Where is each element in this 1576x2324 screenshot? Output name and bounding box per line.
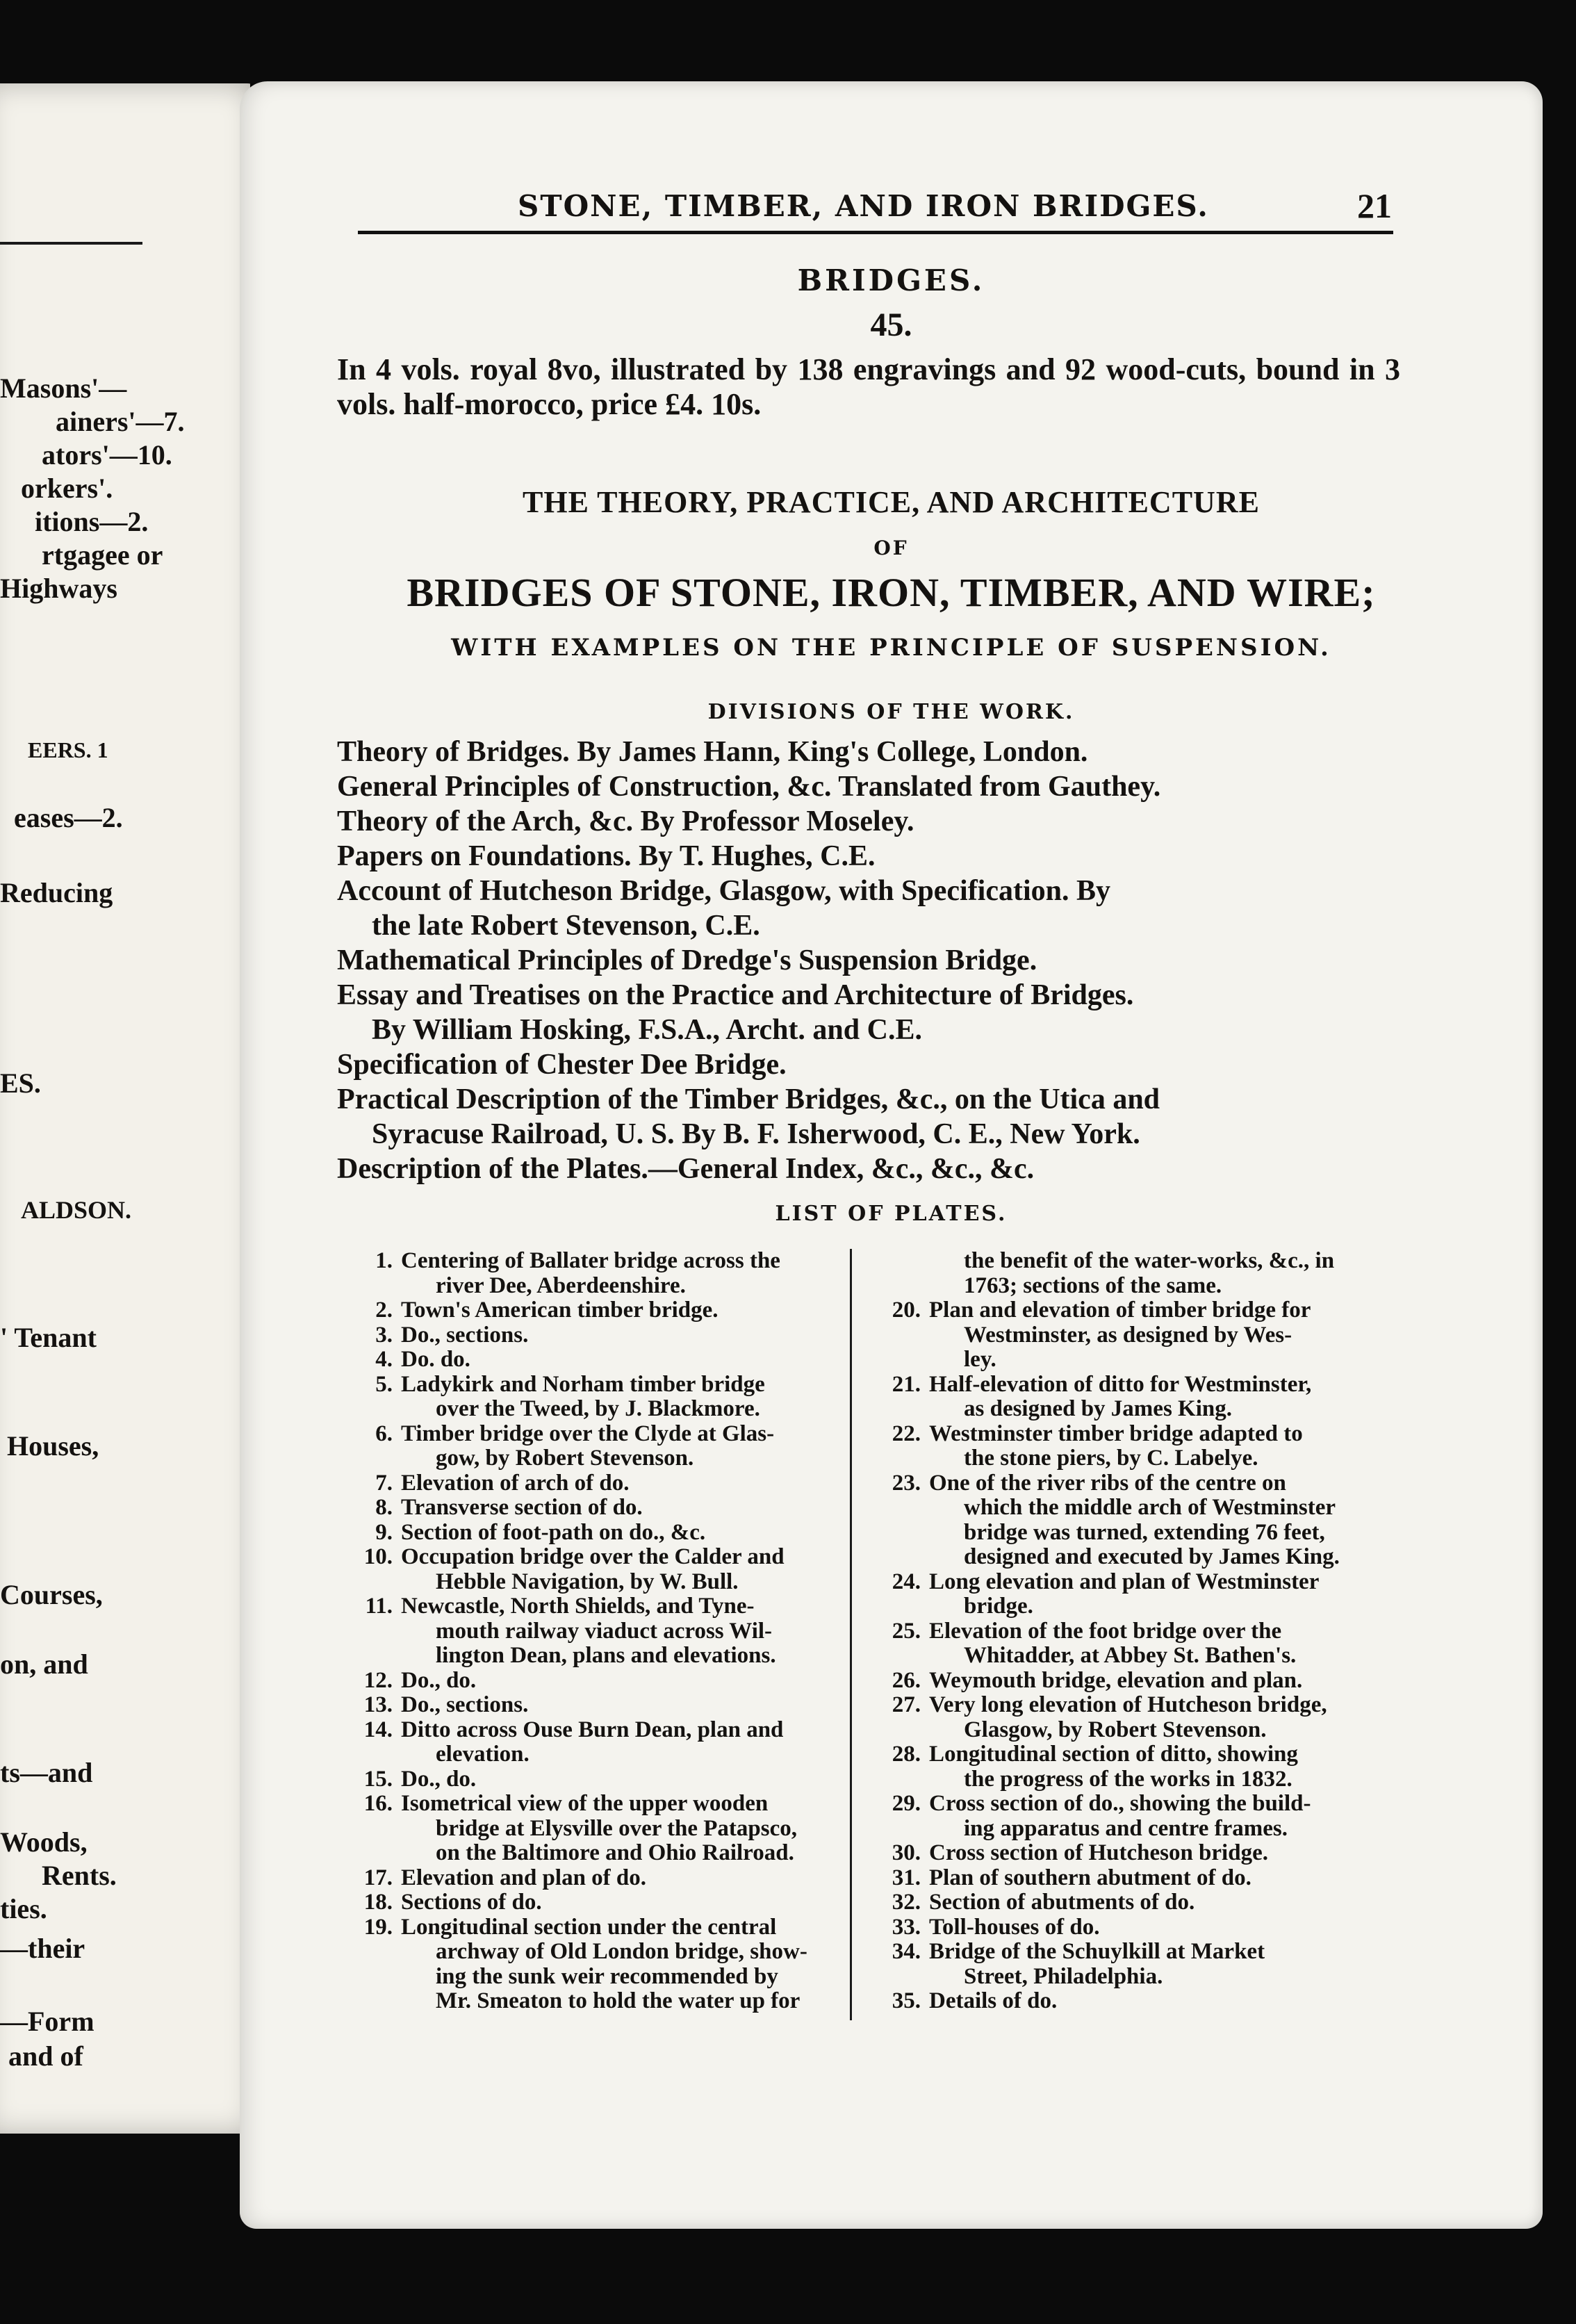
plate-item — [872, 1669, 1428, 1694]
left-fragment-text: Woods, — [0, 1826, 88, 1858]
plate-item — [344, 1249, 841, 1274]
plate-text: Westminster timber bridge adapted to — [929, 1421, 1303, 1446]
plate-text: Do., sections. — [401, 1692, 529, 1717]
column-rule — [850, 1249, 852, 2020]
plate-item-continued — [344, 1841, 841, 1866]
division-item-continued: By William Hosking, F.S.A., Archt. and C.E. — [372, 1014, 922, 1046]
plate-text: Mr. Smeaton to hold the water up for — [436, 1988, 801, 2013]
plate-text: Transverse section of do. — [401, 1495, 643, 1520]
plate-item — [872, 1742, 1428, 1767]
plate-item-continued — [872, 1249, 1428, 1274]
plate-text: bridge was turned, extending 76 feet, — [964, 1519, 1325, 1545]
plate-item — [872, 1866, 1428, 1891]
plate-text: Glasgow, by Robert Stevenson. — [964, 1717, 1267, 1742]
plate-number — [872, 1348, 929, 1373]
plate-item — [344, 1669, 841, 1694]
plate-item — [872, 1373, 1428, 1398]
left-fragment — [28, 733, 268, 767]
left-fragment — [42, 439, 268, 472]
left-fragment-text: ties. — [0, 1893, 47, 1924]
plate-text: elevation. — [436, 1742, 530, 1767]
left-fragment-text: itions—2. — [35, 506, 149, 537]
divisions-list — [337, 735, 1421, 1186]
plate-text: Sections of do. — [401, 1890, 542, 1915]
plate-number — [872, 1323, 929, 1348]
plate-item-continued — [872, 1594, 1428, 1619]
left-page — [0, 83, 268, 2134]
plate-text: Section of foot-path on do., &c. — [401, 1519, 706, 1545]
left-fragment-text: Reducing — [0, 877, 113, 908]
left-fragment-text: Highways — [0, 573, 117, 604]
plate-item-continued — [344, 1817, 841, 1842]
division-item: Account of Hutcheson Bridge, Glasgow, with Specification. By — [337, 875, 1111, 907]
plate-item-continued — [872, 1644, 1428, 1669]
plate-item-continued — [872, 1817, 1428, 1842]
plate-number: 18. — [363, 1890, 393, 1915]
plate-item — [344, 1373, 841, 1398]
plate-number — [344, 1965, 401, 1990]
plate-item-continued — [872, 1496, 1428, 1521]
left-fragment-text: Masons'— — [0, 373, 127, 404]
left-fragment — [35, 505, 268, 539]
left-fragment-text: and of — [8, 2040, 83, 2072]
plate-text: as designed by James King. — [964, 1396, 1232, 1421]
left-fragment — [0, 572, 268, 605]
plate-item — [872, 1940, 1428, 1965]
division-item: General Principles of Construction, &c. Translated from Gauthey. — [337, 771, 1161, 803]
plate-item — [872, 1989, 1428, 2014]
plate-item — [344, 1323, 841, 1348]
plate-number — [872, 1965, 929, 1990]
plate-number — [344, 1644, 401, 1669]
division-item: Theory of the Arch, &c. By Professor Moseley. — [337, 805, 914, 837]
plate-item-continued — [344, 1274, 841, 1299]
left-fragment-text: ALDSON. — [21, 1196, 132, 1224]
plate-text: Half-elevation of ditto for Westminster, — [929, 1371, 1312, 1397]
plate-number: 2. — [375, 1298, 393, 1323]
plate-text: Isometrical view of the upper wooden — [401, 1791, 769, 1816]
plate-number — [344, 1397, 401, 1422]
left-fragment — [21, 472, 268, 505]
plate-item — [344, 1767, 841, 1792]
plate-number: 13. — [363, 1692, 393, 1717]
plate-text: Longitudinal section of ditto, showing — [929, 1742, 1298, 1767]
left-fragment — [0, 1756, 268, 1790]
plate-number: 8. — [375, 1495, 393, 1520]
left-fragment-text: on, and — [0, 1648, 88, 1680]
plate-item — [344, 1496, 841, 1521]
plate-number: 25. — [892, 1618, 921, 1644]
plate-item-continued — [872, 1767, 1428, 1792]
plate-number — [872, 1767, 929, 1792]
division-item-continued: the late Robert Stevenson, C.E. — [372, 910, 760, 942]
plate-text: Newcastle, North Shields, and Tyne- — [401, 1594, 755, 1619]
plate-text: Longitudinal section under the central — [401, 1914, 777, 1940]
left-fragment-text: —Form — [0, 2006, 95, 2037]
division-item: Mathematical Principles of Dredge's Suspension Bridge. — [337, 944, 1037, 976]
plate-number: 5. — [375, 1371, 393, 1397]
plate-item — [872, 1570, 1428, 1595]
plate-number — [872, 1496, 929, 1521]
plate-number: 22. — [892, 1421, 921, 1446]
plate-text: over the Tweed, by J. Blackmore. — [436, 1396, 760, 1421]
plate-text: bridge at Elysville over the Patapsco, — [436, 1815, 798, 1841]
left-fragment — [0, 2005, 268, 2038]
plate-text: Town's American timber bridge. — [401, 1298, 719, 1323]
plates-column-1 — [344, 1249, 841, 2014]
plate-item — [344, 1792, 841, 1817]
left-fragment-text: eases—2. — [14, 802, 123, 833]
division-item: Essay and Treatises on the Practice and Architecture of Bridges. — [337, 979, 1134, 1011]
plate-text: lington Dean, plans and elevations. — [436, 1643, 776, 1668]
right-page — [240, 81, 1543, 2229]
plate-number — [344, 1274, 401, 1299]
plate-text: ing apparatus and centre frames. — [964, 1815, 1288, 1841]
left-fragment — [0, 372, 268, 405]
left-fragment-text: Rents. — [42, 1860, 117, 1891]
plate-text: the progress of the works in 1832. — [964, 1766, 1292, 1792]
plate-text: Elevation of the foot bridge over the — [929, 1618, 1282, 1644]
plate-text: Ditto across Ouse Burn Dean, plan and — [401, 1717, 784, 1742]
plate-item-continued — [872, 1397, 1428, 1422]
plate-number: 31. — [892, 1865, 921, 1890]
plate-number — [344, 1940, 401, 1965]
plate-text: One of the river ribs of the centre on — [929, 1470, 1286, 1496]
plate-number: 20. — [892, 1298, 921, 1323]
plate-item — [872, 1792, 1428, 1817]
plate-number — [872, 1249, 929, 1274]
plate-number: 27. — [892, 1692, 921, 1717]
division-item: Papers on Foundations. By T. Hughes, C.E. — [337, 840, 876, 872]
plate-number — [872, 1644, 929, 1669]
division-item: Specification of Chester Dee Bridge. — [337, 1049, 787, 1081]
book-description: In 4 vols. royal 8vo, illustrated by 138 engravings and 92 wood-cuts, bound in 3 vols. half-morocco, price £4. 10s. — [337, 352, 1400, 421]
plate-item — [872, 1841, 1428, 1866]
plate-number: 11. — [365, 1594, 393, 1619]
plate-text: Occupation bridge over the Calder and — [401, 1544, 785, 1569]
plate-text: mouth railway viaduct across Wil- — [436, 1618, 773, 1644]
plate-text: Elevation of arch of do. — [401, 1470, 630, 1496]
plate-item — [872, 1890, 1428, 1915]
plate-number — [344, 1817, 401, 1842]
plate-item — [872, 1422, 1428, 1447]
left-fragment-text: Houses, — [7, 1430, 99, 1462]
plate-text: bridge. — [964, 1594, 1033, 1619]
division-item: Practical Description of the Timber Bridges, &c., on the Utica and — [337, 1083, 1160, 1115]
plate-number: 34. — [892, 1939, 921, 1964]
plate-item-continued — [344, 1446, 841, 1471]
division-item: Theory of Bridges. By James Hann, King's College, London. — [337, 736, 1088, 768]
plate-text: Do., do. — [401, 1766, 477, 1792]
header-rule — [358, 231, 1393, 234]
plate-number: 32. — [892, 1890, 921, 1915]
plate-item-continued — [344, 1570, 841, 1595]
plate-text: Bridge of the Schuylkill at Market — [929, 1939, 1265, 1964]
plate-number — [872, 1521, 929, 1546]
plate-text: which the middle arch of Westminster — [964, 1495, 1336, 1520]
plate-number — [344, 1841, 401, 1866]
plate-number: 9. — [375, 1519, 393, 1545]
plate-text: Westminster, as designed by Wes- — [964, 1322, 1292, 1348]
plate-item-continued — [872, 1718, 1428, 1743]
plate-number: 33. — [892, 1914, 921, 1940]
running-head: STONE, TIMBER, AND IRON BRIDGES. — [518, 189, 1209, 223]
title-line-2: BRIDGES OF STONE, IRON, TIMBER, AND WIRE; — [407, 570, 1376, 615]
section-title: BRIDGES. — [797, 263, 985, 297]
title-line-3: WITH EXAMPLES ON THE PRINCIPLE OF SUSPENSION. — [451, 634, 1331, 662]
plate-text: Plan and elevation of timber bridge for — [929, 1298, 1311, 1323]
plate-number: 26. — [892, 1667, 921, 1693]
plate-item — [344, 1915, 841, 1940]
plate-item — [344, 1693, 841, 1718]
plate-item — [344, 1348, 841, 1373]
plate-number: 17. — [363, 1865, 393, 1890]
left-fragment — [0, 1932, 268, 1965]
plate-text: Street, Philadelphia. — [964, 1963, 1163, 1989]
plate-number — [344, 1446, 401, 1471]
plate-item-continued — [344, 1619, 841, 1644]
plate-item — [344, 1545, 841, 1570]
left-fragment — [0, 1648, 268, 1681]
plate-number — [872, 1594, 929, 1619]
left-fragment-text: —their — [0, 1933, 85, 1964]
plate-number: 21. — [892, 1371, 921, 1397]
left-fragment — [0, 1321, 268, 1355]
plate-text: Very long elevation of Hutcheson bridge, — [929, 1692, 1327, 1717]
plate-number: 29. — [892, 1791, 921, 1816]
plate-text: Do. do. — [401, 1347, 470, 1372]
plate-text: Elevation and plan of do. — [401, 1865, 647, 1890]
left-fragment — [56, 405, 268, 439]
left-fragment — [0, 1826, 268, 1859]
division-item: Description of the Plates.—General Index, &c., &c., &c. — [337, 1153, 1035, 1185]
title-of: OF — [873, 537, 909, 559]
plate-text: ley. — [964, 1347, 996, 1372]
left-fragment — [7, 1430, 268, 1463]
left-fragment — [0, 1578, 268, 1612]
plate-item-continued — [344, 1397, 841, 1422]
plate-item-continued — [344, 1742, 841, 1767]
divisions-heading: DIVISIONS OF THE WORK. — [707, 700, 1075, 724]
plate-item-continued — [344, 1644, 841, 1669]
plate-number: 10. — [363, 1544, 393, 1569]
plate-item-continued — [872, 1965, 1428, 1990]
plate-text: Cross section of Hutcheson bridge. — [929, 1840, 1268, 1865]
plate-text: Details of do. — [929, 1988, 1058, 2013]
plate-item-continued — [872, 1274, 1428, 1299]
plate-number: 6. — [375, 1421, 393, 1446]
plate-number — [344, 1570, 401, 1595]
plate-item-continued — [872, 1521, 1428, 1546]
plate-number — [872, 1718, 929, 1743]
plates-heading: LIST OF PLATES. — [775, 1202, 1008, 1226]
left-fragment-text: ' Tenant — [0, 1322, 97, 1353]
plate-number: 3. — [375, 1322, 393, 1348]
plate-number: 14. — [363, 1717, 393, 1742]
plate-text: Timber bridge over the Clyde at Glas- — [401, 1421, 775, 1446]
plate-item — [344, 1866, 841, 1891]
left-fragment-text: Courses, — [0, 1579, 103, 1610]
plate-number: 35. — [892, 1988, 921, 2013]
page-number: 21 — [1357, 186, 1392, 225]
plate-item — [344, 1521, 841, 1546]
plate-number — [872, 1545, 929, 1570]
plate-text: Whitadder, at Abbey St. Bathen's. — [964, 1643, 1297, 1668]
plate-text: Hebble Navigation, by W. Bull. — [436, 1569, 739, 1594]
plate-number — [344, 1989, 401, 2014]
left-fragment — [42, 539, 268, 572]
plate-number — [872, 1446, 929, 1471]
plate-item-continued — [872, 1323, 1428, 1348]
left-fragment-text: ators'—10. — [42, 439, 172, 470]
left-fragment-text: EERS. 1 — [28, 737, 108, 762]
plate-number — [872, 1397, 929, 1422]
plate-text: Do., sections. — [401, 1322, 529, 1348]
plate-text: Ladykirk and Norham timber bridge — [401, 1371, 765, 1397]
plate-number: 30. — [892, 1840, 921, 1865]
plate-number: 4. — [375, 1347, 393, 1372]
plate-item — [872, 1619, 1428, 1644]
plate-text: Cross section of do., showing the build- — [929, 1791, 1311, 1816]
plate-text: Weymouth bridge, elevation and plan. — [929, 1667, 1303, 1693]
plate-item — [344, 1422, 841, 1447]
left-fragment — [0, 876, 268, 910]
plate-number: 16. — [363, 1791, 393, 1816]
plate-item — [344, 1298, 841, 1323]
plate-number: 28. — [892, 1742, 921, 1767]
left-fragment — [42, 1859, 268, 1892]
left-fragment-text: ES. — [0, 1067, 41, 1099]
left-fragment — [0, 1067, 268, 1100]
plate-number: 7. — [375, 1470, 393, 1496]
plate-number — [872, 1817, 929, 1842]
left-fragment-text: ainers'—7. — [56, 406, 185, 437]
plate-item — [872, 1298, 1428, 1323]
plate-item — [872, 1915, 1428, 1940]
plate-text: Centering of Ballater bridge across the — [401, 1248, 780, 1273]
plate-number: 15. — [363, 1766, 393, 1792]
plate-item — [344, 1594, 841, 1619]
plate-text: ing the sunk weir recommended by — [436, 1963, 778, 1989]
plate-item — [344, 1471, 841, 1496]
plate-text: designed and executed by James King. — [964, 1544, 1340, 1569]
left-page-rule — [0, 242, 142, 245]
plate-item-continued — [344, 1965, 841, 1990]
plate-number — [872, 1274, 929, 1299]
plate-text: archway of Old London bridge, show- — [436, 1939, 807, 1964]
plate-text: Long elevation and plan of Westminster — [929, 1569, 1320, 1594]
plate-item — [344, 1890, 841, 1915]
plate-number: 19. — [363, 1914, 393, 1940]
plate-text: the benefit of the water-works, &c., in — [964, 1248, 1335, 1273]
plate-text: on the Baltimore and Ohio Railroad. — [436, 1840, 794, 1865]
plate-item-continued — [872, 1446, 1428, 1471]
title-line-1: THE THEORY, PRACTICE, AND ARCHITECTURE — [523, 485, 1260, 519]
plate-text: Section of abutments of do. — [929, 1890, 1195, 1915]
left-fragment — [21, 1193, 268, 1227]
plate-number — [344, 1742, 401, 1767]
plate-item-continued — [344, 1989, 841, 2014]
plate-item — [344, 1718, 841, 1743]
plate-number: 1. — [375, 1248, 393, 1273]
division-item-continued: Syracuse Railroad, U. S. By B. F. Isherwood, C. E., New York. — [372, 1118, 1140, 1150]
plate-number: 23. — [892, 1470, 921, 1496]
left-fragment-text: rtgagee or — [42, 539, 163, 571]
plate-item-continued — [872, 1545, 1428, 1570]
plate-text: Do., do. — [401, 1667, 477, 1693]
plate-item-continued — [872, 1348, 1428, 1373]
plate-text: river Dee, Aberdeenshire. — [436, 1273, 686, 1298]
plate-number — [344, 1619, 401, 1644]
left-fragment-text: ts—and — [0, 1757, 93, 1788]
plates-column-2 — [872, 1249, 1428, 2014]
item-number: 45. — [870, 306, 912, 343]
left-fragment-text: orkers'. — [21, 473, 113, 504]
left-fragment — [0, 1892, 268, 1926]
plate-item-continued — [344, 1940, 841, 1965]
left-fragment — [14, 801, 268, 835]
plate-number: 24. — [892, 1569, 921, 1594]
plate-text: gow, by Robert Stevenson. — [436, 1446, 694, 1471]
plate-item — [872, 1693, 1428, 1718]
plate-text: Toll-houses of do. — [929, 1914, 1100, 1940]
left-fragment — [8, 2040, 268, 2073]
plate-text: the stone piers, by C. Labelye. — [964, 1446, 1258, 1471]
plate-text: Plan of southern abutment of do. — [929, 1865, 1251, 1890]
plate-item — [872, 1471, 1428, 1496]
plate-text: 1763; sections of the same. — [964, 1273, 1222, 1298]
plate-number: 12. — [363, 1667, 393, 1693]
